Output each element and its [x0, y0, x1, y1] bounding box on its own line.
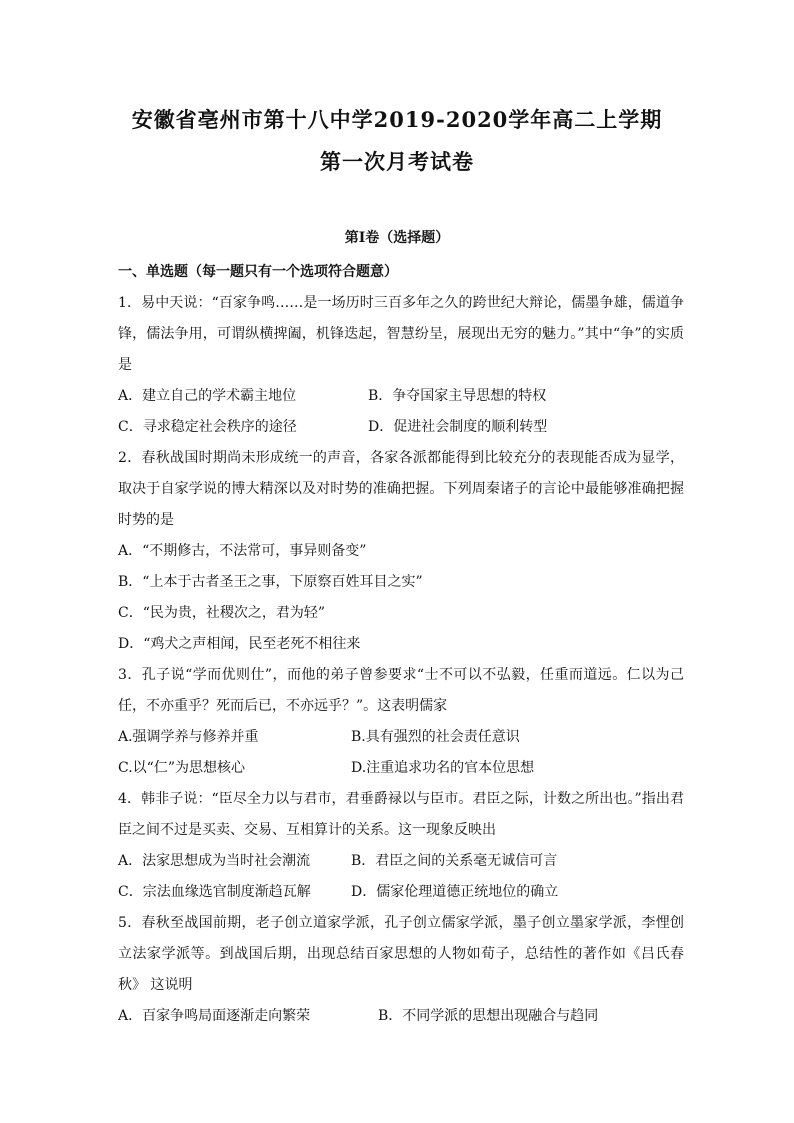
- section-title: 第I卷（选择题）: [344, 230, 450, 246]
- option-c[interactable]: C．“民为贵，社稷次之，君为轻”: [118, 605, 326, 621]
- question-4-options-row-2: [118, 877, 684, 908]
- option-d[interactable]: D.注重追求功名的官本位思想: [351, 760, 535, 776]
- exam-content: [118, 257, 684, 1032]
- part-heading: 一、单选题（每一题只有一个选项符合题意）: [118, 264, 398, 280]
- question-4-stem: 4．韩非子说：“臣尽全力以与君市，君垂爵禄以与臣市。君臣之际，计数之所出也。”指出君臣之间不过是买卖、交易、互相算计的关系。这一现象反映出: [118, 791, 684, 838]
- option-b[interactable]: B．“上本于古者圣王之事，下原察百姓耳目之实”: [118, 574, 423, 590]
- option-a[interactable]: A．百家争鸣局面逐渐走向繁荣: [118, 1008, 311, 1024]
- option-a[interactable]: A．建立自己的学术霸主地位: [118, 388, 297, 404]
- option-b[interactable]: B．争夺国家主导思想的特权: [368, 388, 547, 404]
- question-2-stem: 2．春秋战国时期尚未形成统一的声音，各家各派都能得到比较充分的表现能否成为显学，取决于自家学说的博大精深以及对时势的准确把握。下列周秦诸子的言论中最能够准确把握时势的是: [118, 450, 684, 528]
- option-b[interactable]: B．君臣之间的关系毫无诚信可言: [351, 853, 558, 869]
- question-5-stem: 5．春秋至战国前期，老子创立道家学派，孔子创立儒家学派，墨子创立墨家学派，李悝创立法家学派等。到战国后期，出现总结百家思想的人物如荀子，总结性的著作如《吕氏春秋》 这说明: [118, 915, 684, 993]
- option-c[interactable]: C．宗法血缘选官制度渐趋瓦解: [118, 884, 311, 900]
- question-4-options-row-1: [118, 846, 684, 877]
- question-1-stem: 1．易中天说：“百家争鸣……是一场历时三百多年之久的跨世纪大辩论，儒墨争雄，儒道争锋，儒法争用，可谓纵横捭阖，机锋迭起，智慧纷呈，展现出无穷的魅力。”其中“争”的实质是: [118, 295, 684, 373]
- option-a[interactable]: A．“不期修古，不法常可，事异则备变”: [118, 543, 367, 559]
- option-a[interactable]: A．法家思想成为当时社会潮流: [118, 853, 311, 869]
- exam-title-line1: 安徽省亳州市第十八中学2019-2020学年高二上学期: [131, 107, 663, 132]
- option-a[interactable]: A.强调学养与修养并重: [118, 729, 259, 745]
- question-5-options-row-1: [118, 1001, 684, 1032]
- question-3-options-row-1: [118, 722, 684, 753]
- option-d[interactable]: D．“鸡犬之声相闻，民至老死不相往来: [118, 636, 361, 652]
- exam-title-line2: 第一次月考试卷: [320, 149, 474, 174]
- question-1-options-row-1: [118, 381, 684, 412]
- option-d[interactable]: D．促进社会制度的顺利转型: [368, 419, 548, 435]
- option-c[interactable]: C.以“仁”为思想核心: [118, 760, 245, 776]
- question-3-stem: 3．孔子说“学而优则仕”，而他的弟子曾参要求“士不可以不弘毅，任重而道远。仁以为己任，不亦重乎？死而后已，不亦远乎？”。这表明儒家: [118, 667, 684, 714]
- option-c[interactable]: C．寻求稳定社会秩序的途径: [118, 419, 297, 435]
- option-b[interactable]: B.具有强烈的社会责任意识: [351, 729, 520, 745]
- option-b[interactable]: B．不同学派的思想出现融合与趋同: [378, 1008, 599, 1024]
- option-d[interactable]: D．儒家伦理道德正统地位的确立: [351, 884, 559, 900]
- question-1-options-row-2: [118, 412, 684, 443]
- question-3-options-row-2: [118, 753, 684, 784]
